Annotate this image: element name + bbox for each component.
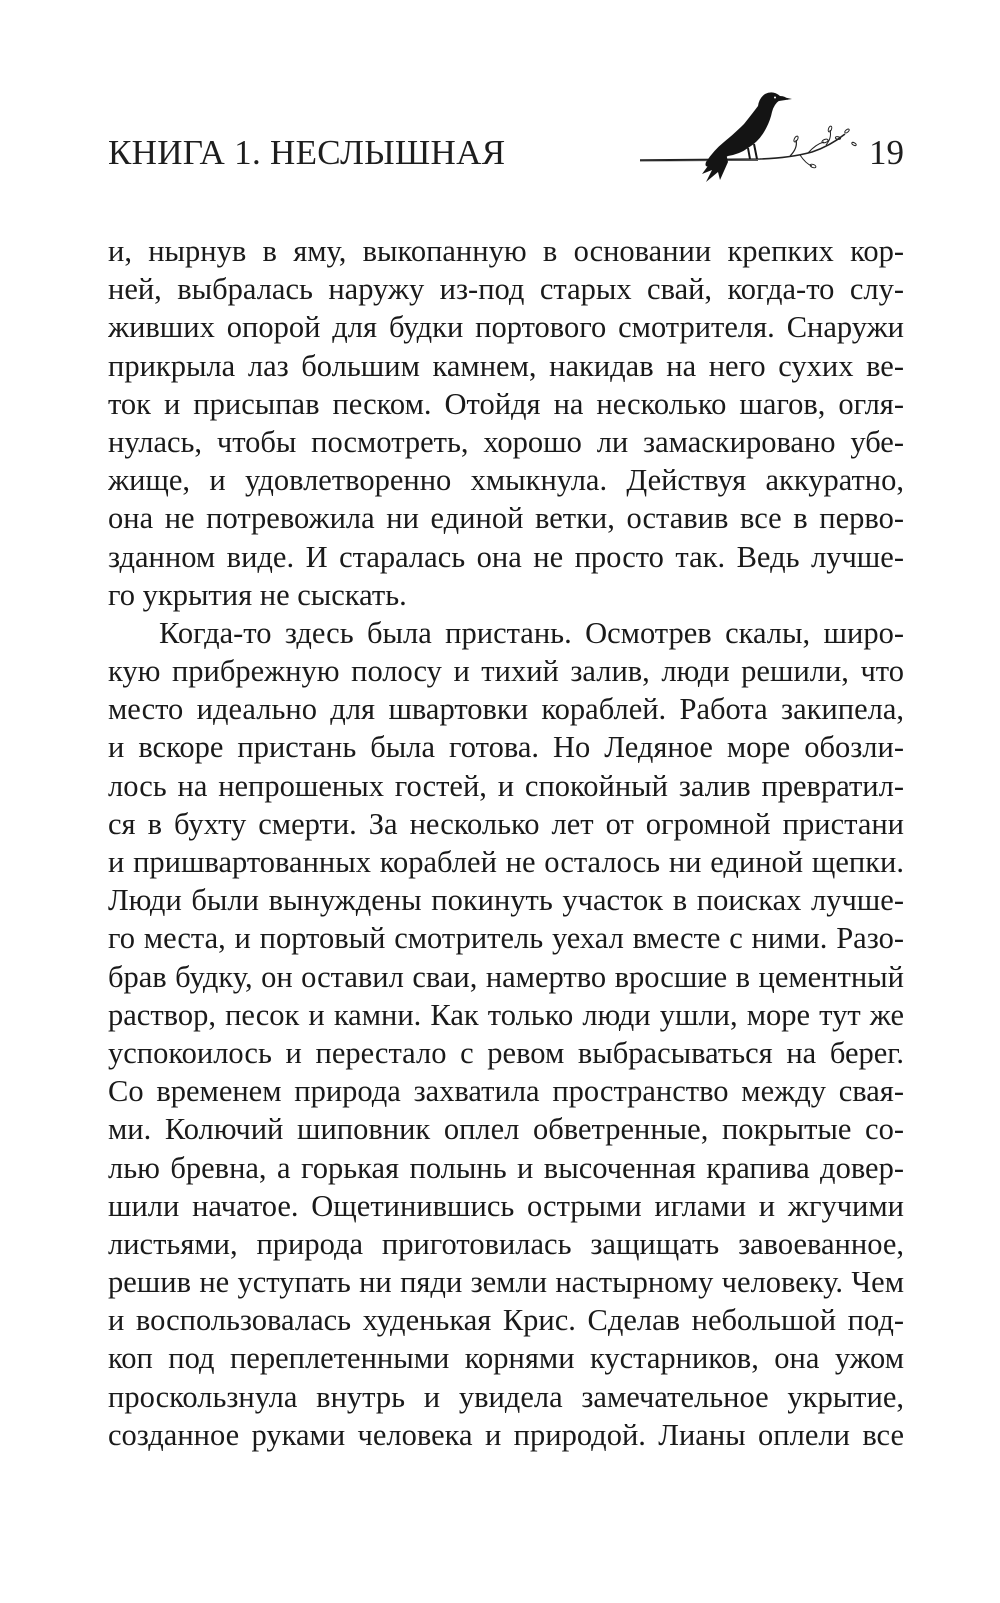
text-line: зданном виде. И старалась она не просто так. Ведь лучше- [108,539,904,574]
text-line: брав будку, он оставил сваи, намертво вросшие в цементный [108,959,904,994]
text-line: успокоилось и перестало с ревом выбрасываться на берег. [108,1035,904,1070]
text-line: нулась, чтобы посмотреть, хорошо ли замаскировано убе- [108,424,904,459]
text-line: ток и присыпав песком. Отойдя на несколько шагов, огля- [108,386,904,421]
text-line: раствор, песок и камни. Как только люди ушли, море тут же [108,997,904,1032]
text-line: проскользнула внутрь и увидела замечательное укрытие, [108,1379,904,1414]
text-line: лью бревна, а горькая полынь и высоченная крапива довер- [108,1150,904,1185]
text-line: листьями, природа приготовилась защищать завоеванное, [108,1226,904,1261]
text-line: и вскоре пристань была готова. Но Ледяное море обозли- [108,730,904,765]
text-line: Со временем природа захватила пространство между свая- [108,1074,904,1109]
text-line: место идеально для швартовки кораблей. Работа закипела, [108,692,904,727]
text-line: Люди были вынуждены покинуть участок в поисках лучше- [108,883,904,918]
text-line: коп под переплетенными корнями кустарников, она ужом [108,1341,904,1376]
text-line: и воспользовалась худенькая Крис. Сделав небольшой под- [108,1303,904,1338]
text-line: лось на непрошеных гостей, и спокойный залив превратил- [108,768,904,803]
text-line: живших опорой для будки портового смотрителя. Снаружи [108,310,904,345]
text-line: ней, выбралась наружу из-под старых свай, когда-то слу- [108,272,904,307]
text-line: решив не уступать ни пяди земли настырному человеку. Чем [108,1265,904,1300]
text-line: го места, и портовый смотритель уехал вместе с ними. Разо- [108,921,904,956]
text-line: и, нырнув в яму, выкопанную в основании крепких кор- [108,234,904,268]
page-number: 19 [869,133,904,172]
text-line: созданное руками человека и природой. Лианы оплели все [108,1417,904,1452]
text-line: и пришвартованных кораблей не осталось ни единой щепки. [108,845,904,879]
text-line: прикрыла лаз большим камнем, накидав на него сухих ве- [108,348,904,383]
running-head-title: КНИГА 1. НЕСЛЫШНАЯ [108,133,506,172]
raven-on-branch-icon [640,82,860,192]
text-line: шили начатое. Ощетинившись острыми иглами и жгучими [108,1188,904,1223]
text-line: ся в бухту смерти. За несколько лет от огромной пристани [108,806,904,841]
text-line: ми. Колючий шиповник оплел обветренные, покрытые со- [108,1112,904,1147]
text-line: жище, и удовлетворенно хмыкнула. Действуя аккуратно, [108,463,904,498]
body-text [108,232,904,1454]
text-line: Когда-то здесь была пристань. Осмотрев скалы, широ- [159,615,904,650]
text-line: го укрытия не сыскать. [108,577,407,612]
text-line: кую прибрежную полосу и тихий залив, люди решили, что [108,654,904,689]
text-line: она не потревожила ни единой ветки, оставив все в перво- [108,501,904,536]
